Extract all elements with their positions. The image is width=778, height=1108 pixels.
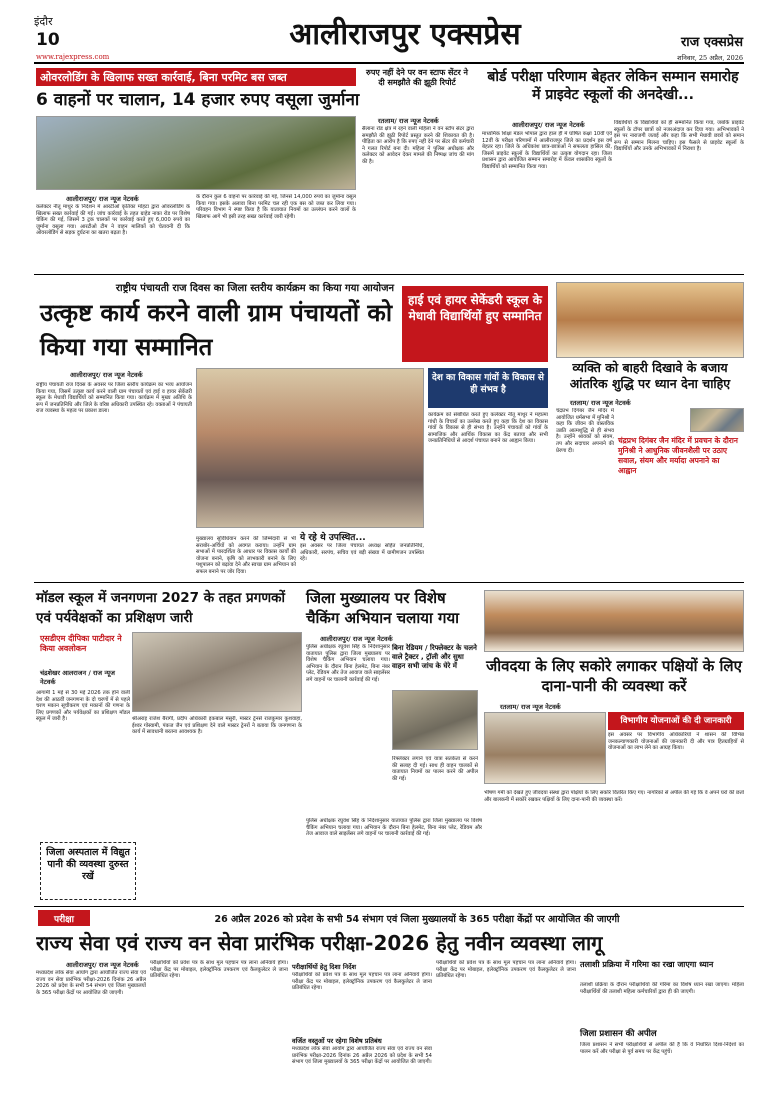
monk-photo [690, 408, 744, 432]
s9-body-col1: मध्यप्रदेश लोक सेवा आयोग द्वारा आयोजित राज्य सेवा एवं राज्य वन सेवा प्रारंभिक परीक्षा-2026 दिनांक 26 अप्रैल 2026 को प्रदेश के सभी 54 संभाग एवं जिला मुख्यालयों के 365 परीक्षा केंद्रों पर आयोजित की जाएगी। [36, 970, 146, 996]
s4-headline: उत्कृष्ट कार्य करने वाली ग्राम पंचायतों को किया गया सम्मानित [40, 299, 393, 361]
s2-body: सैलाना रोड क्षेत्र में रहने वाली महिला ने वन स्टॉप सेंटर द्वारा समझौते की झूठी रिपोर्ट प्रस्तुत करने की शिकायत की है। पीड़िता का आरोप है कि रुपए नहीं देने पर सेंटर की कर्मचारी ने गलत रिपोर्ट बना दी। महिला ने पुलिस अधीक्षक और कलेक्टर को आवेदन देकर मामले की निष्पक्ष जांच की मांग की है। [362, 126, 474, 165]
s7-byline: आलीराजपुर/ राज न्यूज नेटवर्क [320, 635, 393, 643]
s9-side-body: तलाशी प्रक्रिया के दौरान परीक्षार्थियों की गरिमा का विशेष ध्यान रखा जाएगा। महिला परीक्षार्थियों की तलाशी महिला कर्मचारियों द्वारा ही की जाएगी। [580, 982, 744, 995]
s6-body2: श्रीअराइ राजेश बैरागी, प्रदीप अधिकारी इकबाल मंसुरी, मास्टर ट्रेनर्स राजकुमार कुशवाहा, ईश्वर गोस्वामी, पंकज जैन एवं प्रशिक्षण देने वाले मास्टर ट्रेनरों ने बताया कि जनगणना के कार्य में सावधानी बरतना आवश्यक है। [132, 716, 302, 736]
s6-box: जिला अस्पताल में विद्युत पानी की व्यवस्था दुरुस्त रखें [40, 842, 136, 900]
police-check-photo [392, 690, 478, 750]
s9-sub2: वर्जित वस्तुओं पर रहेगा विशेष प्रतिबंध [292, 1037, 382, 1045]
s8-box-body: इस अवसर पर विभागीय अधिकारियों ने शासन की विभिन्न जनकल्याणकारी योजनाओं की जानकारी दी और पात्र हितग्राहियों से योजनाओं का लाभ लेने का आग्रह किया। [608, 732, 744, 752]
s7-body3: पुलिस अधीक्षक रघुवंश सिंह के निर्देशानुसार यातायात पुलिस द्वारा जिला मुख्यालय पर विशेष चैकिंग अभियान चलाया गया। अभियान के दौरान बिना हेलमेट, बिना नंबर प्लेट, रेडियम और तेज आवाज वाले साइलेंसर लगे वाहनों पर चालानी कार्रवाई की गई। [306, 818, 482, 838]
birds-bowl-photo [484, 712, 606, 784]
s9-headline: राज्य सेवा एवं राज्य वन सेवा प्रारंभिक परीक्षा-2026 हेतु नवीन व्यवस्था लागू [36, 931, 603, 955]
s4-body-col1: राष्ट्रीय पंचायती राज दिवस के अवसर पर जिला स्तरीय कार्यक्रम का भव्य आयोजन किया गया, जिसमें उत्कृष्ट कार्य करने वाली ग्राम पंचायतों एवं हाई व हायर सेकेंडरी स्कूल के मेधावी विद्यार्थियों को सम्मानित किया गया। कार्यक्रम में मुख्य अतिथि के रूप में जनप्रतिनिधि और जिले के वरिष्ठ अधिकारी उपस्थित रहे। वक्ताओं ने पंचायती राज व्यवस्था के महत्व पर प्रकाश डाला। [36, 382, 192, 415]
trucks-photo [36, 116, 356, 190]
issue-date: शनिवार, 25 अप्रैल, 2026 [677, 54, 743, 62]
s3-body-col2: विद्यार्थियों के विद्यार्थियों को ही सम्मानित किया गया, जबकि प्राइवेट स्कूलों के टॉपर छात्रों को नजरअंदाज कर दिया गया। अभिभावकों ने इस पर नाराजगी जताई और कहा कि सभी मेधावी छात्रों को समान रूप से सम्मान मिलना चाहिए। इस फैसले से प्राइवेट स्कूलों के विद्यार्थियों और उनके अभिभावकों में निराशा है। [614, 120, 744, 153]
s1-kicker: ओवरलोडिंग के खिलाफ सख्त कार्रवाई, बिना परमिट बस जब्त [36, 68, 356, 86]
award-ceremony-photo [196, 368, 424, 528]
s6-byline: चंद्रशेखर आलराजन / राज न्यूज नेटवर्क [40, 669, 115, 686]
s9-side-title: तलाशी प्रक्रिया में गरिमा का रखा जाएगा ध्यान [580, 960, 714, 969]
s4-box-body: कार्यक्रम को संबोधित करते हुए कलेक्टर नीतू माथुर ने महात्मा गांधी के विचारों का उल्लेख करते हुए कहा कि देश का विकास गांवों के विकास से ही संभव है। उन्होंने पंचायतों को गांवों के सामाजिक और आर्थिक विकास का केंद्र बताया और सभी जनप्रतिनिधियों से आदर्श पंचायत बनाने का आह्वान किया। [428, 412, 548, 445]
s1-body-col2: के दौरान कुल 6 वाहनों पर कार्रवाई की गई, जिनसे 14,000 रुपये का जुर्माना वसूल किया गया। इसके अलावा बिना परमिट चल रही एक बस को जब्त कर लिया गया। परिवहन विभाग ने स्पष्ट किया है कि यातायात नियमों का उल्लंघन करने वालों के खिलाफ आगे भी इसी तरह सख्त कार्रवाई जारी रहेगी। [196, 194, 356, 220]
s7-body: पुलिस अधीक्षक रघुवंश सिंह के निर्देशानुसार यातायात पुलिस द्वारा जिला मुख्यालय पर विशेष चैकिंग अभियान चलाया गया। अभियान के दौरान बिना हेलमेट, बिना नंबर प्लेट, रेडियम और तेज आवाज वाले साइलेंसर लगे वाहनों पर चालानी कार्रवाई की गई। [306, 644, 390, 683]
s6-body: आगामी 1 मई से 30 मई 2026 तक होने वाली देश की आठवीं जनगणना के दो चरणों में से पहले चरण मकान सूचीकरण एवं मकानों की गणना के लिए प्रगणकों और पर्यवेक्षकों का प्रशिक्षण मॉडल स्कूल में जारी है। [36, 690, 130, 723]
s4-side-head: हाई एवं हायर सेकेंडरी स्कूल के मेधावी विद्यार्थियों हुए सम्मानित [402, 286, 548, 362]
s4-kicker: राष्ट्रीय पंचायती राज दिवस का जिला स्तरीय कार्यक्रम का किया गया आयोजन [115, 283, 395, 294]
s4-byline: आलीराजपुर/ राज न्यूज नेटवर्क [70, 371, 143, 379]
s5-quote: चंद्रप्रभ दिगंबर जैन मंदिर में प्रवचन के दौरान मुनिश्री ने आधुनिक जीवनशैली पर उठाए सवाल, संयम और मर्यादा अपनाने का आह्वान [618, 436, 738, 475]
s4-caption-title: ये रहे थे उपस्थित... [300, 533, 366, 543]
edition-label: इंदौर [34, 15, 53, 28]
s9-body-col2: परीक्षार्थियों को प्रवेश पत्र के साथ मूल पहचान पत्र लाना अनिवार्य होगा। परीक्षा केंद्र पर मोबाइल, इलेक्ट्रॉनिक उपकरण एवं कैलकुलेटर ले जाना प्रतिबंधित रहेगा। [150, 960, 288, 980]
s2-byline: रतलाम/ राज न्यूज नेटवर्क [378, 117, 439, 125]
s5-byline: रतलाम/ राज न्यूज नेटवर्क [570, 399, 631, 407]
masthead-rule [34, 62, 744, 64]
page-number: 10 [36, 30, 60, 50]
s6-subhead: एसडीएम दीपिका पाटीदार ने किया अवलोकन [40, 634, 122, 653]
s8-box-title: विभागीय योजनाओं की दी जानकारी [608, 712, 744, 730]
s4-caption-body: इस अवसर पर जिला पंचायत अध्यक्ष सहित जनप्रतिनिधि, अधिकारी, सरपंच, सचिव एवं बड़ी संख्या में ग्रामीणजन उपस्थित रहे। [300, 543, 424, 563]
s9-kicker: 26 अप्रैल 2026 को प्रदेश के सभी 54 संभाग एवं जिला मुख्यालयों के 365 परीक्षा केंद्रों पर आयोजित की जाएगी [214, 914, 620, 925]
s3-body-col1: माध्यमिक शिक्षा मंडल भोपाल द्वारा हाल ही में घोषित कक्षा 10वीं एवं 12वीं के परीक्षा परिणामों में आलीराजपुर जिले का प्रदर्शन इस वर्ष बेहतर रहा। जिले के अधिकांश छात्र-छात्राओं ने सफलता हासिल की, जिसमें प्राइवेट स्कूलों के विद्यार्थियों का उत्कृष्ट योगदान रहा। जिला प्रशासन द्वारा आयोजित सम्मान समारोह में केवल शासकीय स्कूलों के विद्यार्थियों को सम्मानित किया गया। [482, 131, 612, 170]
s4-body-col2: मुख्यालय सुविधियान करने की जिम्मेदारी से भी सराबोर-अर्चियों को अवगत कराया। उन्होंने ग्राम सभाओं में पारदर्शिता के आधार पर विकास कार्यों की योजना बनाने, कृषि को लाभकारी बनाने के लिए पशुपालन को बढ़ावा देने और स्वच्छ ग्राम अभियान को सफल बनाने पर जोर दिया। [196, 536, 296, 575]
s9-body-col3: परीक्षार्थियों को प्रवेश पत्र के साथ मूल पहचान पत्र लाना अनिवार्य होगा। परीक्षा केंद्र पर मोबाइल, इलेक्ट्रॉनिक उपकरण एवं कैलकुलेटर ले जाना प्रतिबंधित रहेगा। [292, 972, 432, 992]
s9-side-body2: जिला प्रशासन ने सभी परीक्षार्थियों से अपील की है कि वे निर्धारित दिशा-निर्देशों का पालन करें और परीक्षा से पूर्व समय पर केंद्र पहुंचें। [580, 1042, 744, 1055]
jeevdaya-photo [484, 590, 744, 652]
s9-tag: परीक्षा [38, 910, 90, 926]
s8-headline: जीवदया के लिए सकोरे लगाकर पक्षियों के लिए दाना-पानी की व्यवस्था करें [486, 657, 742, 695]
temple-photo [556, 282, 744, 358]
s9-sub1: परीक्षार्थियों हेतु दिशा निर्देश [292, 963, 357, 971]
paper-title: आलीराजपुर एक्सप्रेस [289, 17, 521, 52]
s1-headline: 6 वाहनों पर चालान, 14 हजार रुपए वसूला जुर्माना [36, 90, 360, 110]
s5-headline: व्यक्ति को बाहरी दिखावे के बजाय आंतरिक शुद्धि पर ध्यान देना चाहिए [569, 360, 731, 391]
site-url[interactable]: www.rajexpress.com [36, 53, 110, 61]
s7-body2: रिफ्लेक्टर लगाने एवं यात्रा सतर्कता से करने की सलाह दी गई। साथ ही वाहन चालकों से यातायात नियमों का पालन करने की अपील की गई। [392, 756, 478, 782]
s4-box-title: देश का विकास गांवों के विकास से ही संभव है [428, 368, 548, 408]
s9-side-title2: जिला प्रशासन की अपील [580, 1029, 657, 1039]
s3-headline: बोर्ड परीक्षा परिणाम बेहतर लेकिन सम्मान समारोह में प्राइवेट स्कूलों की अनदेखी... [487, 69, 739, 103]
s7-bold-title: बिना रेडियम / रिफ्लेक्टर के चलने वाले ट्रैक्टर , ट्रॉली और सुधा वाहन सभी जांच के घेरे में [392, 644, 477, 670]
s6-headline: मॉडल स्कूल में जनगणना 2027 के तहत प्रगणकों एवं पर्यवेक्षकों का प्रशिक्षण जारी [36, 590, 285, 626]
s1-body-col1: कलेक्टर नीतू माथुर के निर्देशन में आरटीओ कृतिका मोहटा द्वारा ओवरलोडिंग के खिलाफ सख्त कार्रवाई की गई। जांच कार्रवाई के तहत ग्राहेड नाका रोड पर विशेष चेकिंग की गई, जिसमें 3 ट्रक चालकों पर कार्रवाई करते हुए 6,000 रुपये का जुर्माना वसूला गया। आरटीओ टीम ने वाहन मालिकों को चेतावनी दी कि ओवरलोडिंग से सड़क दुर्घटना का खतरा बढ़ता है। [36, 204, 190, 237]
s3-byline: आलीराजपुर/ राज न्यूज नेटवर्क [512, 121, 585, 129]
s2-teaser: रुपए नहीं देने पर वन स्टाफ सेंटर ने दी समझौते की झूठी रिपोर्ट [366, 68, 468, 87]
s5-body: चंद्रप्रभ दिगंबर जैन मंदिर में आयोजित धर्मसभा में मुनिश्री ने कहा कि जीवन की वास्तविक उन्नति आत्मशुद्धि से ही संभव है। उन्होंने श्रावकों को संयम, तप और सदाचार अपनाने की प्रेरणा दी। [556, 408, 614, 454]
s1-byline: आलीराजपुर/ राज न्यूज नेटवर्क [66, 195, 139, 203]
training-photo [132, 632, 302, 712]
brand-name: राज एक्सप्रेस [680, 35, 743, 50]
s9-byline: आलीराजपुर/ राज न्यूज नेटवर्क [66, 961, 139, 969]
s7-headline: जिला मुख्यालय पर विशेष चैकिंग अभियान चलाया गया [306, 589, 460, 627]
s9-body-col4: मध्यप्रदेश लोक सेवा आयोग द्वारा आयोजित राज्य सेवा एवं राज्य वन सेवा प्रारंभिक परीक्षा-2026 दिनांक 26 अप्रैल 2026 को प्रदेश के सभी 54 संभाग एवं जिला मुख्यालयों के 365 परीक्षा केंद्रों पर आयोजित की जाएगी। [292, 1046, 432, 1066]
s8-byline: रतलाम/ राज न्यूज नेटवर्क [500, 703, 561, 711]
s8-body: भीषण गर्मी को देखते हुए जीवदया संस्था द्वारा पक्षियों के लिए सकोरे वितरित किए गए। नागरिकों से अपील की गई कि वे अपने घरों की छतों और बालकनी में सकोरे रखकर पक्षियों के लिए दाना-पानी की व्यवस्था करें। [484, 790, 744, 803]
s9-body-col5: परीक्षार्थियों को प्रवेश पत्र के साथ मूल पहचान पत्र लाना अनिवार्य होगा। परीक्षा केंद्र पर मोबाइल, इलेक्ट्रॉनिक उपकरण एवं कैलकुलेटर ले जाना प्रतिबंधित रहेगा। [436, 960, 576, 980]
